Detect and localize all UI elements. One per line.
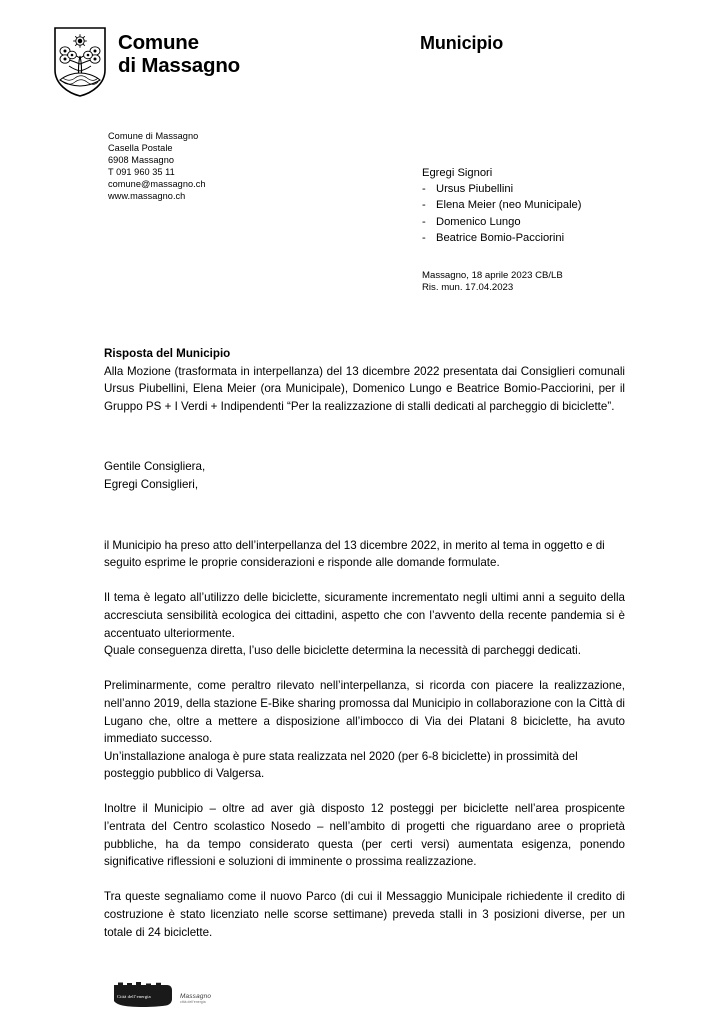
spacer [104, 572, 625, 590]
brand-name: Massagno [180, 993, 212, 1000]
letterhead-header [0, 0, 724, 120]
logo-line-1: Comune [118, 31, 199, 54]
letter-body [104, 345, 625, 941]
recipient-name: Domenico Lungo [436, 215, 521, 228]
massagno-coat-of-arms-icon [52, 26, 108, 98]
sender-line: Casella Postale [108, 143, 173, 154]
spacer [104, 415, 625, 458]
sender-line: T 091 960 35 11 [108, 167, 175, 178]
recipient-bullet: - [422, 199, 426, 212]
body-paragraph-5: Tra queste segnaliamo come il nuovo Parco (di cui il Messaggio Municipale richiedente il credito di costruzione è stato licenziato nelle scorse settimane) preveda stalli in 3 posizioni diverse, per un totale di 24 biciclette. [104, 890, 625, 939]
sender-email: comune@massagno.ch [108, 179, 206, 190]
place-and-date: Massagno, 18 aprile 2023 CB/LB [422, 270, 563, 281]
recipient-item [422, 230, 582, 246]
spacer [104, 871, 625, 889]
recipient-bullet: - [422, 231, 426, 244]
recipient-bullet: - [422, 183, 426, 196]
salutation-line-1: Gentile Consigliera, [104, 460, 206, 474]
energy-badge-label: Città dell’energia [117, 994, 151, 999]
body-paragraph-4: Inoltre il Municipio – oltre ad aver già disposto 12 posteggi per biciclette nell’area prospicente l’entrata del Centro scolastico Nosedo – nell’ambito di progetti che riguardano aree o proprietà pubbliche, ha da tempo considerato questa (per certi versi) aumentata esigenza, ponendo significative riflessioni e soluzioni di imminente o prossima realizzazione. [104, 802, 625, 869]
body-paragraph-2b: Quale conseguenza diretta, l’uso delle biciclette determina la necessità di parcheggi dedicati. [104, 644, 581, 658]
recipient-name: Beatrice Bomio-Pacciorini [436, 231, 565, 244]
massagno-brand-mark [180, 982, 211, 1005]
sender-line: 6908 Massagno [108, 155, 175, 166]
brand-subtitle: città dell’energia [180, 1000, 206, 1004]
spacer [104, 494, 625, 537]
citta-dell-energia-badge-icon [112, 982, 174, 1008]
body-paragraph-3b: Un’installazione analoga è pure stata realizzata nel 2020 (per 6-8 biciclette) in prossimità del posteggio pubblico di Valgersa. [104, 749, 578, 781]
recipient-item [422, 214, 582, 230]
recipient-heading: Egregi Signori [422, 167, 493, 179]
subject-title: Risposta del Municipio [104, 347, 231, 360]
recipient-name: Ursus Piubellini [436, 183, 514, 196]
resolution-reference: Ris. mun. 17.04.2023 [422, 282, 514, 294]
recipient-bullet: - [422, 215, 426, 228]
salutation-block [104, 458, 625, 493]
recipient-item [422, 181, 582, 197]
recipient-name: Elena Meier (neo Municipale) [436, 199, 582, 212]
municipality-logo-text [118, 31, 240, 77]
body-paragraph-3a: Preliminarmente, come peraltro rilevato nell’interpellanza, si ricorda con piacere la realizzazione, nell’anno 2019, della stazione E-Bike sharing promossa dal Municipio in collaborazione con la Città di Lugano che, oltre a mettere a disposizione all’imbocco di Via dei Platani 8 biciclette, ha avuto immediato successo. [104, 679, 625, 746]
body-paragraph-1: il Municipio ha preso atto dell’interpellanza del 13 dicembre 2022, in merito al tema in oggetto e di seguito esprime le proprie considerazioni e risponde alle domande formulate. [104, 538, 605, 570]
sender-website: www.massagno.ch [108, 191, 186, 202]
recipient-address-block [422, 165, 582, 246]
spacer [104, 660, 625, 678]
date-reference-block [422, 270, 563, 295]
department-title: Municipio [420, 33, 504, 53]
recipient-item [422, 197, 582, 213]
footer-logos [112, 982, 211, 1008]
logo-line-2: di Massagno [118, 54, 240, 77]
spacer [104, 783, 625, 801]
sender-line: Comune di Massagno [108, 131, 199, 141]
body-paragraph-2a: Il tema è legato all’utilizzo delle biciclette, sicuramente incrementato negli ultimi anni a seguito della accresciuta sensibilità ecologica dei cittadini, aspetto che con l’avvento della recente pandemia si è accentuato ulteriormente. [104, 591, 625, 640]
subject-paragraph: Alla Mozione (trasformata in interpellanza) del 13 dicembre 2022 presentata dai Consiglieri comunali Ursus Piubellini, Elena Meier (ora Municipale), Domenico Lungo e Beatrice Bomio-Pacciorini, per il Gruppo PS + I Verdi + Indipendenti “Per la realizzazione di stalli dedicati al parcheggio di biciclette”. [104, 364, 625, 413]
salutation-line-2: Egregi Consiglieri, [104, 477, 199, 491]
sender-address-block [108, 130, 206, 203]
